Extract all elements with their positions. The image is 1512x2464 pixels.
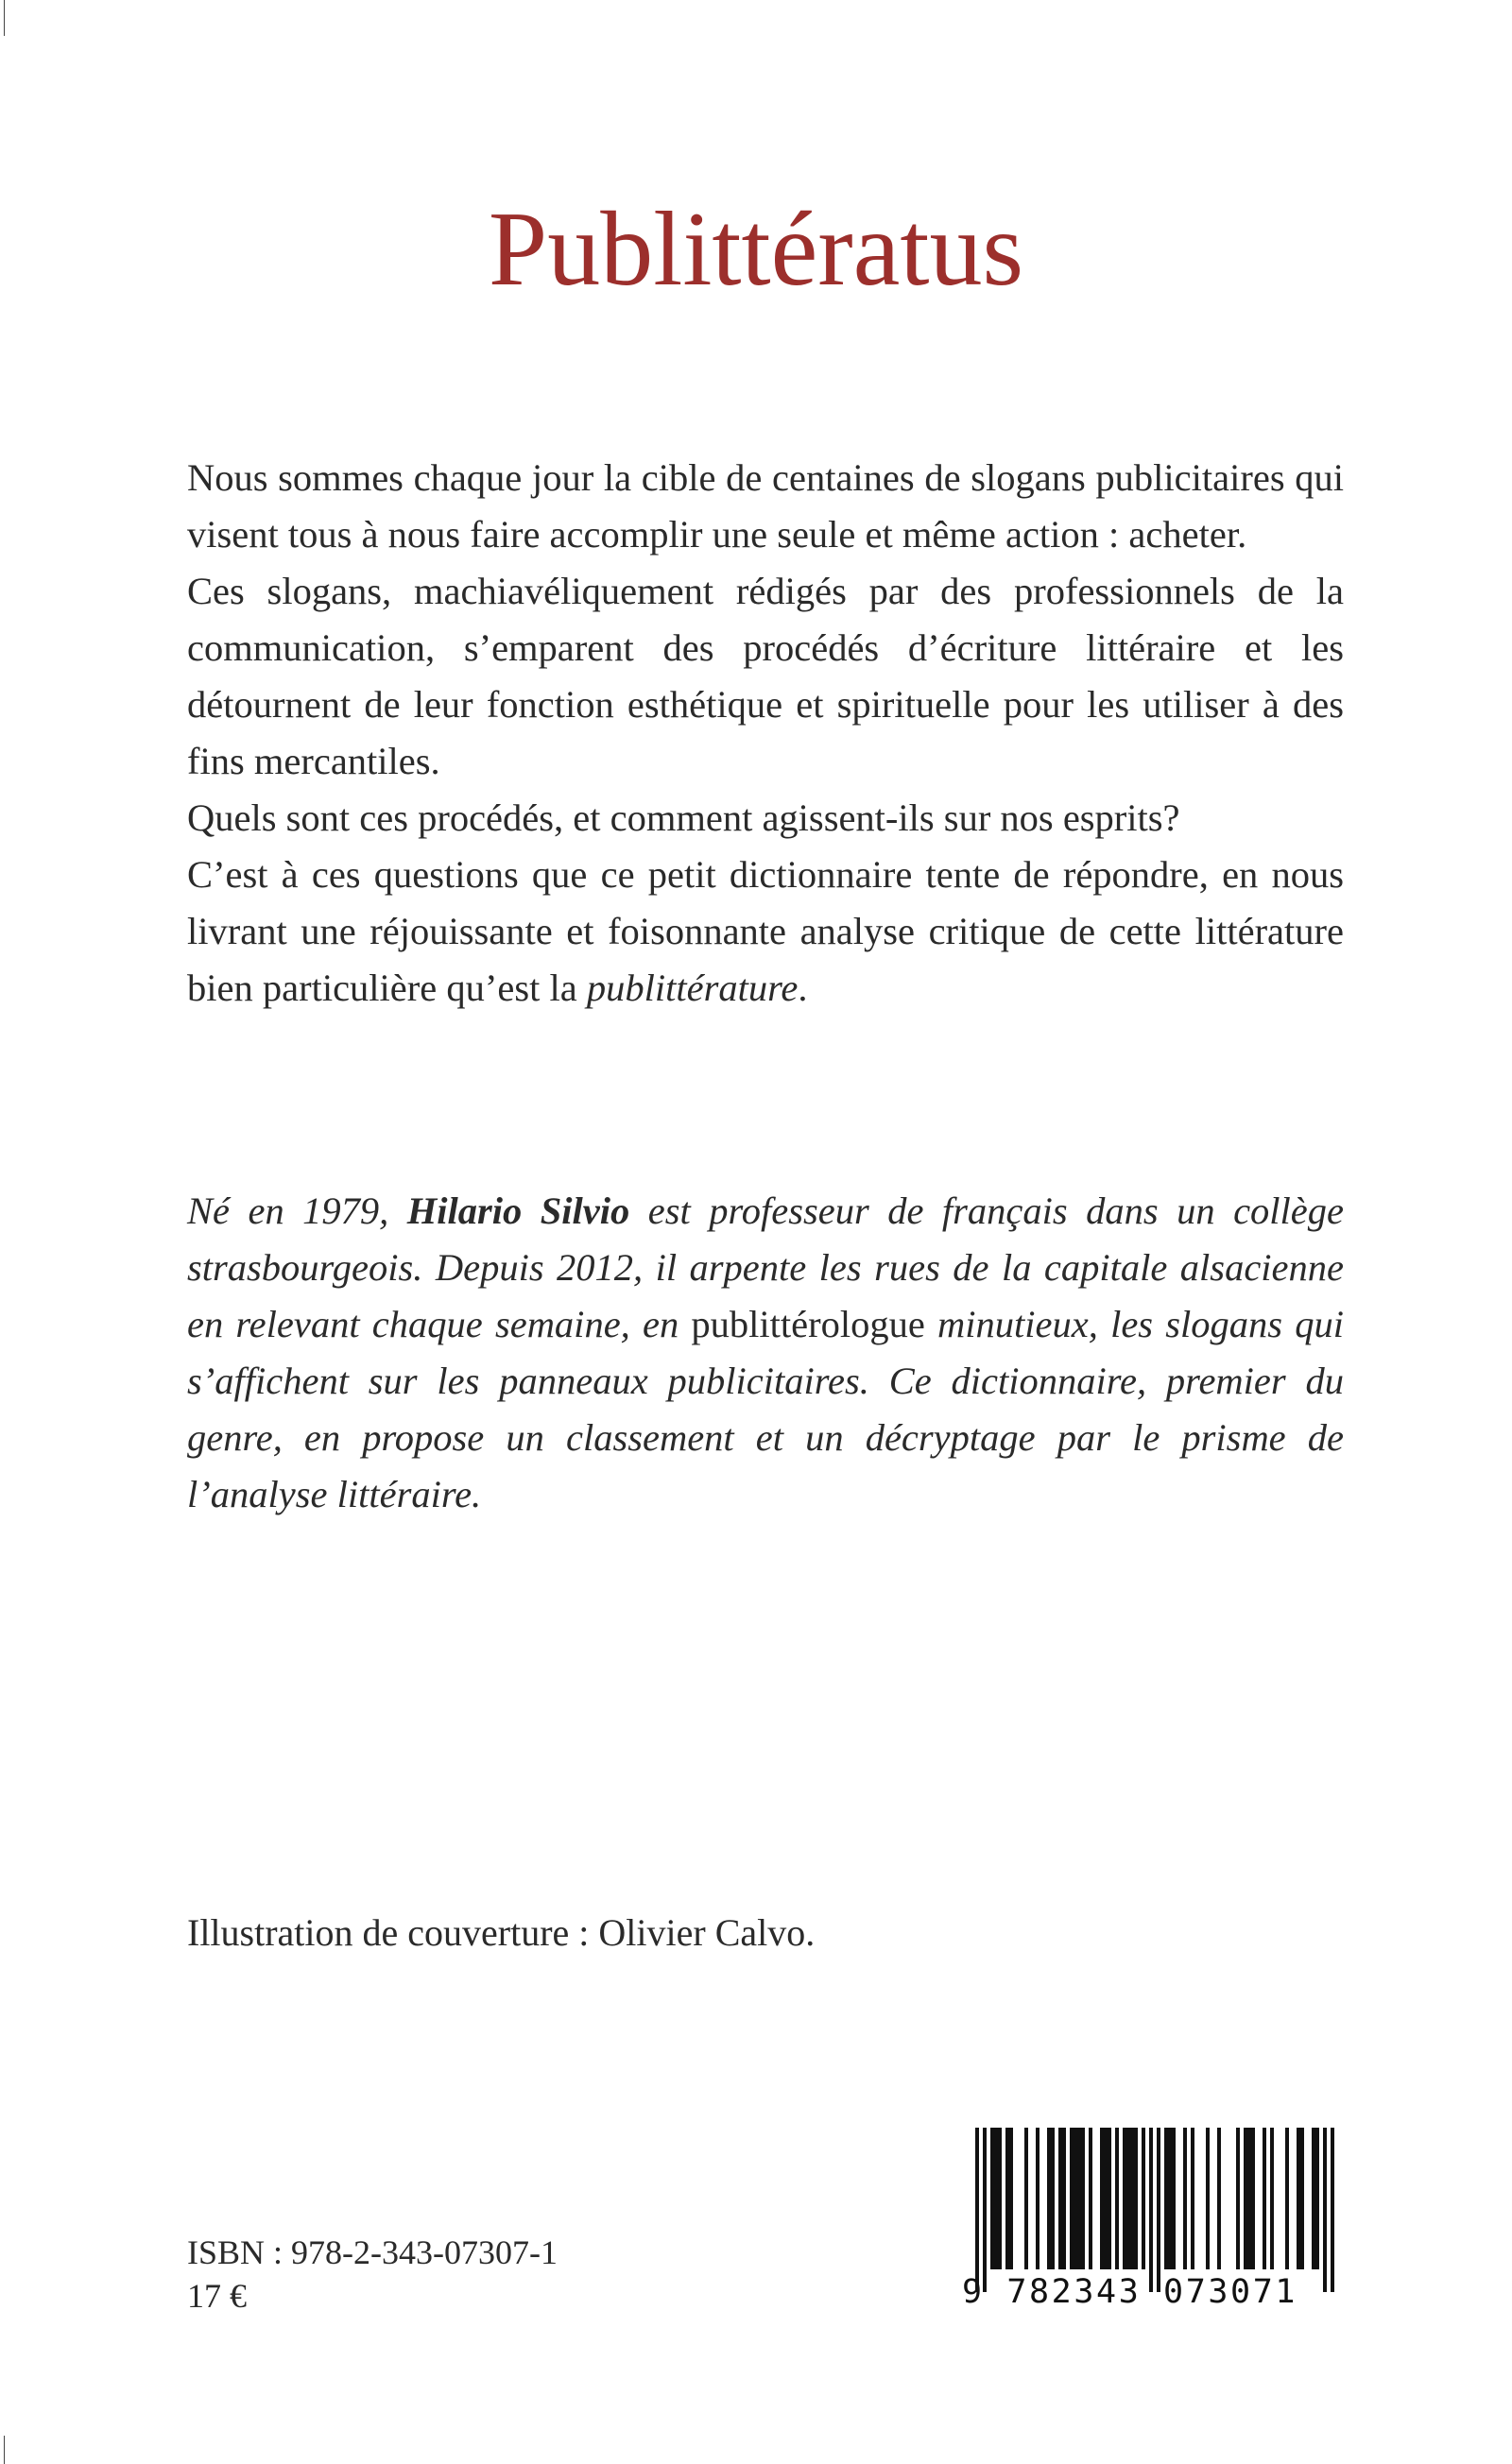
barcode-bar [1331, 2128, 1334, 2292]
barcode-bar [1236, 2128, 1240, 2269]
barcode-bar [998, 2128, 1002, 2269]
barcode-bar [1115, 2128, 1119, 2269]
bio-part-2: est professeur de français dans un collège strasbourgeois. Depuis 2012, il arpente les rues de la capitale alsacienne en relevant chaque semaine, en [187, 1189, 1345, 1345]
barcode-bar [975, 2128, 979, 2292]
barcode-bar [1297, 2128, 1300, 2269]
bio-part-1: Né en 1979, [187, 1189, 407, 1232]
barcode-bar [1009, 2128, 1013, 2269]
isbn: ISBN : 978-2-343-07307-1 [187, 2233, 558, 2271]
bio-part-3: minutieux, les slogans qui s’affichent sur les panneaux publicitaires. Ce dictionnaire, premier du genre, en propose un classement et un décryptage par le prisme de l’analyse littéraire. [187, 1303, 1344, 1515]
barcode-bar [983, 2128, 987, 2292]
book-title: Publittératus [488, 191, 1024, 308]
crop-mark-top [4, 0, 5, 36]
barcode-bar [1070, 2128, 1074, 2269]
barcode-bar [1263, 2128, 1266, 2269]
barcode-bar [1172, 2128, 1176, 2269]
summary-paragraph-2: Ces slogans, machiavéliquement rédigés par des professionnels de la communication, s’emparent des procédés d’écriture littéraire et les détournent de leur fonction esthétique et spirituelle pour les utiliser à des fins mercantiles. [187, 570, 1344, 782]
author-bio-paragraph [187, 1183, 1344, 1523]
barcode-bar [1051, 2128, 1055, 2269]
summary-paragraph-4 [187, 847, 1344, 1017]
summary-paragraph-1: Nous sommes chaque jour la cible de centaines de slogans publicitaires qui visent tous à nous faire accomplir une seule et même action : acheter. [187, 456, 1344, 556]
barcode-bar [1077, 2128, 1081, 2269]
barcode-bar [1047, 2128, 1051, 2269]
author-name: Hilario Silvio [406, 1189, 630, 1232]
summary-paragraph-3: Quels sont ces procédés, et comment agissent-ils sur nos esprits? [187, 796, 1180, 839]
bio-upright-word: publittérologue [691, 1303, 925, 1345]
barcode-bar [1104, 2128, 1108, 2269]
barcode-bar [1058, 2128, 1062, 2269]
barcode-bar [1149, 2128, 1153, 2292]
barcode-bar [990, 2128, 994, 2269]
barcode-bar [1074, 2128, 1077, 2269]
barcode-bar [1123, 2128, 1126, 2269]
barcode-bar [1024, 2128, 1028, 2269]
book-summary [187, 450, 1344, 1017]
barcode-bar [1100, 2128, 1104, 2269]
barcode [954, 2122, 1342, 2330]
barcode-bar [1315, 2128, 1319, 2269]
author-bio [187, 1183, 1344, 1523]
barcode-bar [1062, 2128, 1066, 2269]
barcode-bar [1081, 2128, 1085, 2269]
summary-p4-italic-term: publittérature [586, 967, 799, 1009]
summary-p4-text: C’est à ces questions que ce petit dictionnaire tente de répondre, en nous livrant une réjouissante et foisonnante analyse critique de cette littérature bien particulière qu’est la [187, 853, 1344, 1009]
illustration-credit: Illustration de couverture : Olivier Calvo. [187, 1911, 816, 1954]
barcode-bar [1164, 2128, 1168, 2269]
barcode-bar [1300, 2128, 1304, 2269]
barcode-bar [1244, 2128, 1247, 2269]
barcode-bar [1005, 2128, 1009, 2269]
summary-p4-end: . [798, 967, 808, 1009]
barcode-bar [1036, 2128, 1040, 2269]
crop-mark-bottom [4, 2436, 5, 2464]
barcode-bar [1270, 2128, 1274, 2269]
barcode-bar [1157, 2128, 1160, 2292]
barcode-bar [1142, 2128, 1145, 2269]
barcode-bar [1251, 2128, 1255, 2269]
barcode-bar [1108, 2128, 1111, 2269]
barcode-bar [1126, 2128, 1130, 2269]
barcode-bar [1168, 2128, 1172, 2269]
barcode-bar [994, 2128, 998, 2269]
barcode-bar [1206, 2128, 1210, 2269]
barcode-bar [1323, 2128, 1327, 2292]
price: 17 € [187, 2277, 247, 2315]
barcode-bar [1312, 2128, 1315, 2269]
barcode-bar [1134, 2128, 1138, 2269]
barcode-bar [1089, 2128, 1092, 2269]
barcode-bar [1191, 2128, 1194, 2269]
barcode-bar [1217, 2128, 1221, 2269]
barcode-digits: 9 782343 073071 [962, 2273, 1298, 2311]
barcode-bar [1183, 2128, 1187, 2269]
barcode-bar [1130, 2128, 1134, 2269]
barcode-bar [1285, 2128, 1289, 2269]
barcode-bar [1247, 2128, 1251, 2269]
